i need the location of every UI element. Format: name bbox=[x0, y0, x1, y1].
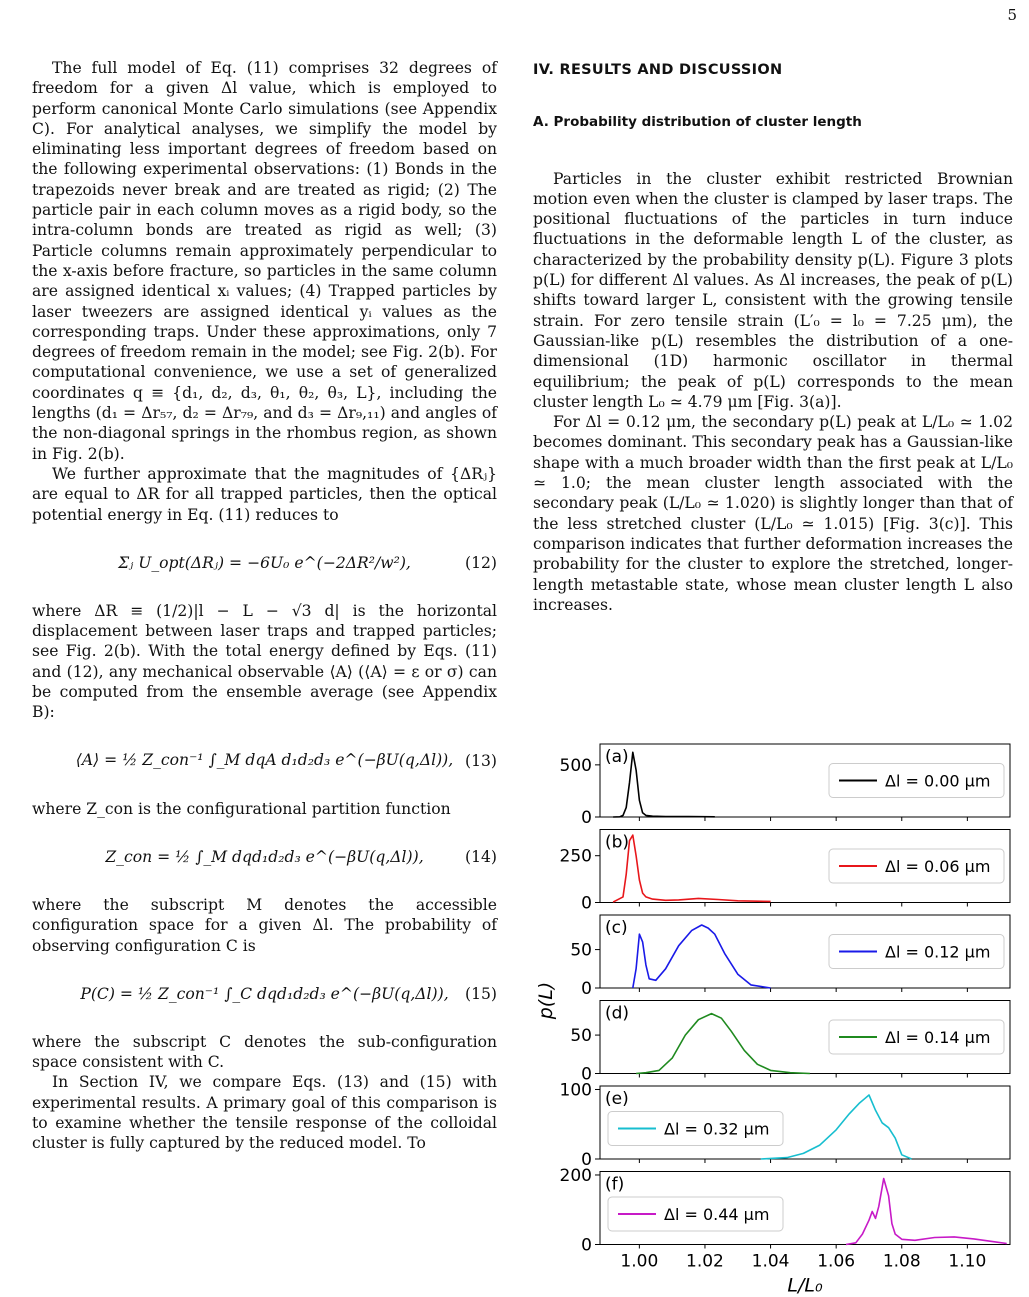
equation-expression: Z_con = ½ ∫_M dqd₁d₂d₃ e^(−βU(q,Δl)), bbox=[105, 847, 424, 866]
equation-number: (15) bbox=[464, 984, 497, 1003]
equation-expression: ⟨A⟩ = ½ Z_con⁻¹ ∫_M dqA d₁d₂d₃ e^(−βU(q,Δl)), bbox=[75, 751, 454, 770]
y-tick-label: 250 bbox=[559, 846, 592, 867]
legend-label: Δl = 0.00 μm bbox=[885, 771, 991, 791]
right-column bbox=[533, 58, 1013, 615]
y-tick-label: 0 bbox=[581, 979, 592, 999]
equation-expression: P(C) = ½ Z_con⁻¹ ∫_C dqd₁d₂d₃ e^(−βU(q,Δl)), bbox=[80, 984, 449, 1003]
series-line bbox=[613, 835, 771, 902]
equation-number: (14) bbox=[464, 847, 497, 866]
body-paragraph: where Z_con is the configurational partition function bbox=[32, 799, 451, 818]
body-paragraph: We further approximate that the magnitudes of {ΔRⱼ} are equal to ΔR for all trapped particles, then the optical potential energy in Eq. (11) reduces to bbox=[32, 464, 497, 524]
x-tick-label: 1.02 bbox=[686, 1251, 724, 1272]
y-tick-label: 50 bbox=[570, 940, 592, 961]
x-axis-label: L/L₀ bbox=[787, 1274, 823, 1297]
y-tick-label: 0 bbox=[581, 893, 592, 914]
x-tick-label: 1.06 bbox=[817, 1251, 856, 1272]
panel-label: (b) bbox=[605, 832, 630, 853]
legend-label: Δl = 0.12 μm bbox=[885, 942, 991, 962]
y-tick-label: 0 bbox=[581, 1064, 592, 1085]
equation-number: (13) bbox=[464, 751, 497, 770]
equation-15 bbox=[32, 976, 497, 1012]
panel-label: (f) bbox=[605, 1174, 625, 1195]
equation-number: (12) bbox=[464, 553, 497, 572]
x-tick-label: 1.10 bbox=[948, 1251, 987, 1272]
y-tick-label: 500 bbox=[559, 755, 592, 776]
y-tick-label: 50 bbox=[570, 1026, 592, 1047]
panel-label: (a) bbox=[605, 747, 629, 767]
body-paragraph: For Δl = 0.12 μm, the secondary p(L) peak at L/L₀ ≃ 1.02 becomes dominant. This secondary peak has a Gaussian-like shape with a much broader width than the first peak at L/L₀ ≃ 1.0; the mean cluster length associated with the secondary peak (L/L₀ ≃ 1.020) is slightly longer than that of the less stretched cluster (L/L₀ ≃ 1.015) [Fig. 3(c)]. This comparison indicates that further deformation increases the probability for the cluster to explore the stretched, longer-length metastable state, whose mean cluster length L also increases. bbox=[533, 413, 1013, 614]
x-tick-label: 1.04 bbox=[751, 1251, 790, 1272]
body-paragraph: Particles in the cluster exhibit restricted Brownian motion even when the cluster is clamped by laser traps. The positional fluctuations of the particles in turn induce fluctuations in the deformable length L of the cluster, as characterized by the probability density p(L). Figure 3 plots p(L) for different Δl values. As Δl increases, the peak of p(L) shifts toward larger L, consistent with the growing tensile strain. For zero tensile strain (L′₀ = l₀ = 7.25 μm), the Gaussian-like p(L) resembles the distribution of a one-dimensional (1D) harmonic oscillator in thermal equilibrium; the peak of p(L) corresponds to the mean cluster length L₀ ≃ 4.79 μm [Fig. 3(a)]. bbox=[533, 169, 1013, 411]
probability-distribution-chart bbox=[530, 738, 1020, 1297]
subsection-heading: A. Probability distribution of cluster length bbox=[533, 114, 862, 131]
figure-3 bbox=[530, 738, 1020, 1297]
body-paragraph: The full model of Eq. (11) comprises 32 degrees of freedom for a given Δl value, which is employed to perform canonical Monte Carlo simulations (see Appendix C). For analytical analyses, we simplify the model by eliminating less important degrees of freedom based on the following experimental observations: (1) Bonds in the trapezoids never break and are treated as rigid; (2) The particle pair in each column moves as a rigid body, so the intra-column bonds are treated as rigid as well; (3) Particle columns remain approximately perpendicular to the x-axis before fracture, so particles in the same column are assigned identical xᵢ values; (4) Trapped particles by laser tweezers are assigned identical yᵢ values as the corresponding traps. Under these approximations, only 7 degrees of freedom remain in the model; see Fig. 2(b). For computational convenience, we use a set of generalized coordinates q ≡ {d₁, d₂, d₃, θ₁, θ₂, θ₃, L}, including the lengths (d₁ = Δr₅₇, d₂ = Δr₇₉, and d₃ = Δr₉,₁₁) and angles of the non-diagonal springs in the rhombus region, as shown in Fig. 2(b). bbox=[32, 59, 497, 463]
legend-label: Δl = 0.44 μm bbox=[664, 1205, 770, 1224]
series-line bbox=[636, 1014, 810, 1074]
panel-label: (d) bbox=[605, 1003, 630, 1024]
left-column bbox=[32, 58, 497, 1154]
y-tick-label: 200 bbox=[559, 1165, 592, 1186]
section-heading: IV. RESULTS AND DISCUSSION bbox=[533, 62, 783, 78]
equation-14 bbox=[32, 839, 497, 875]
y-tick-label: 0 bbox=[581, 808, 592, 828]
equation-12 bbox=[32, 545, 497, 581]
body-paragraph: where ΔR ≡ (1/2)|l − L − √3 d| is the horizontal displacement between laser traps and trapped particles; see Fig. 2(b). With the total energy defined by Eqs. (11) and (12), any mechanical observable ⟨A⟩ (⟨A⟩ = ε or σ) can be computed from the ensemble average (see Appendix B): bbox=[32, 601, 497, 722]
legend-label: Δl = 0.14 μm bbox=[885, 1028, 991, 1047]
body-paragraph: In Section IV, we compare Eqs. (13) and (15) with experimental results. A primary goal of this comparison is to examine whether the tensile response of the colloidal cluster is fully captured by the reduced model. To bbox=[32, 1073, 497, 1153]
series-line bbox=[633, 925, 771, 988]
y-tick-label: 0 bbox=[581, 1150, 592, 1170]
body-paragraph: where the subscript M denotes the accessible configuration space for a given Δl. The probability of observing configuration C is bbox=[32, 895, 497, 955]
y-axis-label: p(L) bbox=[535, 981, 557, 1020]
x-tick-label: 1.00 bbox=[620, 1251, 659, 1272]
y-tick-label: 0 bbox=[581, 1235, 592, 1256]
x-tick-label: 1.08 bbox=[882, 1251, 921, 1272]
equation-13 bbox=[32, 743, 497, 779]
series-line bbox=[846, 1179, 1007, 1245]
legend-label: Δl = 0.32 μm bbox=[664, 1119, 770, 1139]
legend-label: Δl = 0.06 μm bbox=[885, 857, 991, 876]
page-number: 5 bbox=[1007, 6, 1017, 24]
y-tick-label: 100 bbox=[559, 1080, 592, 1101]
panel-label: (e) bbox=[605, 1089, 629, 1109]
equation-expression: Σⱼ U_opt(ΔRⱼ) = −6U₀ e^(−2ΔR²/w²), bbox=[118, 553, 411, 572]
body-paragraph: where the subscript C denotes the sub-configuration space consistent with C. bbox=[32, 1032, 497, 1072]
panel-label: (c) bbox=[605, 918, 628, 938]
